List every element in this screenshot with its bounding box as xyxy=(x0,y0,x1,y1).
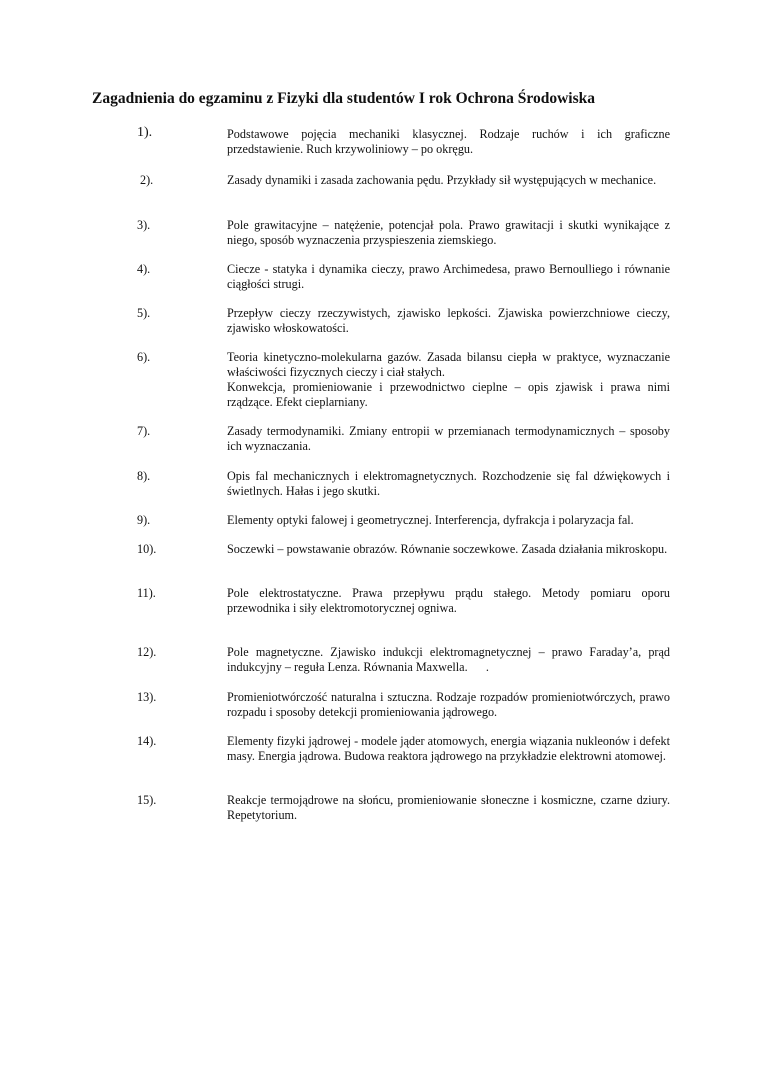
item-number: 12). xyxy=(137,645,157,659)
item-text xyxy=(227,306,670,336)
item-paragraph: Pole magnetyczne. Zjawisko indukcji elektromagnetycznej – prawo Faraday’a, prąd indukcyjny – reguła Lenza. Równania Maxwella. . xyxy=(227,645,674,674)
item-number: 13). xyxy=(137,690,157,704)
item-number: 8). xyxy=(137,469,151,483)
item-paragraph: Zasady dynamiki i zasada zachowania pędu. Przykłady sił występujących w mechanice. xyxy=(227,173,657,187)
item-number: 11). xyxy=(137,586,156,600)
item-text xyxy=(227,350,670,410)
item-text xyxy=(227,469,670,499)
item-text xyxy=(227,513,670,528)
item-paragraph: Pole grawitacyjne – natężenie, potencjał pola. Prawo grawitacji i skutki wynikające z niego, sposób wyznaczenia przyspieszenia ziemskiego. xyxy=(227,218,670,247)
item-paragraph: Zasady termodynamiki. Zmiany entropii w przemianach termodynamicznych – sposoby ich wyznaczania. xyxy=(227,424,670,453)
item-paragraph: Ciecze - statyka i dynamika cieczy, prawo Archimedesa, prawo Bernoulliego i równanie ciągłości strugi. xyxy=(227,262,670,291)
item-number: 5). xyxy=(137,306,151,320)
item-number: 1). xyxy=(137,125,153,140)
item-number: 3). xyxy=(137,218,151,232)
item-number: 7). xyxy=(137,424,151,438)
item-text xyxy=(227,645,674,675)
item-paragraph: Elementy fizyki jądrowej - modele jąder atomowych, energia wiązania nukleonów i defekt masy. Energia jądrowa. Budowa reaktora jądrowego na przykładzie elektrowni atomowej. xyxy=(227,734,670,763)
item-text xyxy=(227,127,670,157)
item-paragraph: Teoria kinetyczno-molekularna gazów. Zasada bilansu ciepła w praktyce, wyznaczanie właściwości fizycznych cieczy i ciał stałych. xyxy=(227,350,670,379)
item-paragraph: Przepływ cieczy rzeczywistych, zjawisko lepkości. Zjawiska powierzchniowe cieczy, zjawisko włoskowatości. xyxy=(227,306,670,335)
item-number: 15). xyxy=(137,793,157,807)
item-text xyxy=(227,734,670,764)
document-title: Zagadnienia do egzaminu z Fizyki dla studentów I rok Ochrona Środowiska xyxy=(92,90,595,107)
item-paragraph: Podstawowe pojęcia mechaniki klasycznej. Rodzaje ruchów i ich graficzne przedstawienie. Ruch krzywoliniowy – po okręgu. xyxy=(227,127,670,156)
item-paragraph: Promieniotwórczość naturalna i sztuczna. Rodzaje rozpadów promieniotwórczych, prawo rozpadu i sposoby detekcji promieniowania jądrowego. xyxy=(227,690,670,719)
item-text xyxy=(227,586,670,616)
item-text xyxy=(227,793,670,823)
item-number: 10). xyxy=(137,542,157,556)
item-number: 14). xyxy=(137,734,157,748)
item-paragraph: Konwekcja, promieniowanie i przewodnictwo cieplne – opis zjawisk i prawa nimi rządzące. Efekt cieplarniany. xyxy=(227,380,670,409)
item-number: 9). xyxy=(137,513,151,527)
item-number: 2). xyxy=(140,173,154,187)
item-text xyxy=(227,262,670,292)
item-paragraph: Soczewki – powstawanie obrazów. Równanie soczewkowe. Zasada działania mikroskopu. xyxy=(227,542,668,556)
item-paragraph: Reakcje termojądrowe na słońcu, promieniowanie słoneczne i kosmiczne, czarne dziury. Repetytorium. xyxy=(227,793,670,822)
item-text xyxy=(227,218,670,248)
item-number: 4). xyxy=(137,262,151,276)
item-text xyxy=(227,424,670,454)
item-paragraph: Elementy optyki falowej i geometrycznej. Interferencja, dyfrakcja i polaryzacja fal. xyxy=(227,513,634,527)
item-text xyxy=(227,173,670,188)
item-text xyxy=(227,542,670,557)
item-text xyxy=(227,690,670,720)
item-paragraph: Pole elektrostatyczne. Prawa przepływu prądu stałego. Metody pomiaru oporu przewodnika i siły elektromotorycznej ogniwa. xyxy=(227,586,670,615)
item-number: 6). xyxy=(137,350,151,364)
item-paragraph: Opis fal mechanicznych i elektromagnetycznych. Rozchodzenie się fal dźwiękowych i świetlnych. Hałas i jego skutki. xyxy=(227,469,670,498)
